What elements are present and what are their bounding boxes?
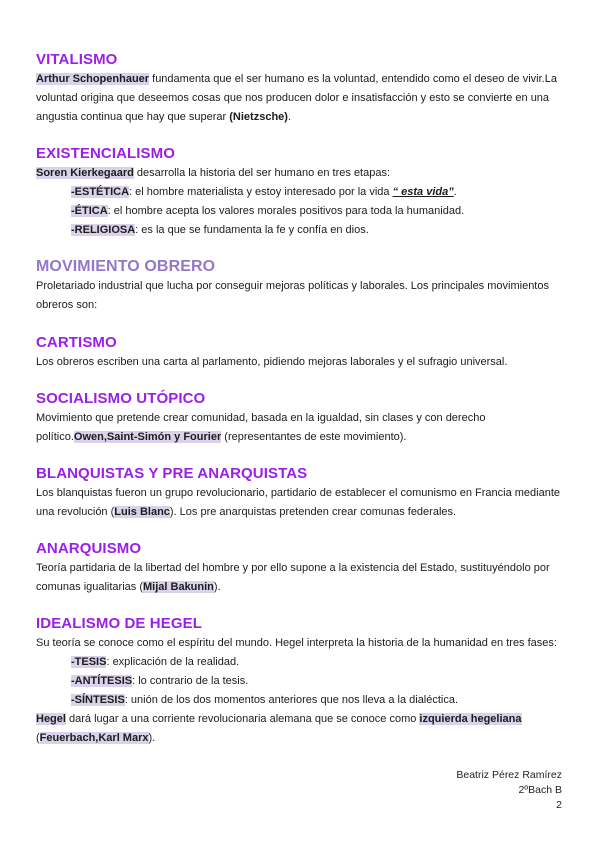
paragraph-text: ). — [213, 581, 221, 593]
list-item — [36, 653, 566, 672]
list-item — [36, 672, 566, 691]
class-label: 2ºBach B — [518, 784, 562, 796]
section-socialismo — [36, 389, 566, 447]
item-text: : el hombre acepta los valores morales positivos para toda la humanidad. — [107, 205, 465, 217]
paragraph-text: Los blanquistas fueron un grupo revolucionario, partidario de establecer el comunismo en Francia mediante una revolución ( — [36, 487, 561, 518]
section-anarquismo — [36, 539, 566, 597]
paragraph-text: fundamenta que el ser humano es la voluntad, entendido como el deseo de vivir.La voluntad origina que deseemos cosas que nos producen dolor e insatisfacción y esto se convierte en una angustia continua que hay que superar — [36, 73, 557, 123]
item-text: . — [453, 186, 457, 198]
section-paragraph: Los obreros escriben una carta al parlamento, pidiendo mejoras laborales y el sufragio universal. — [36, 356, 508, 368]
section-cartismo — [36, 333, 566, 372]
highlight-names: Mijal Bakunin — [143, 581, 214, 593]
paragraph-text: ). Los pre anarquistas pretenden crear comunas federales. — [169, 506, 457, 518]
highlight-names: Luis Blanc — [114, 506, 170, 518]
item-text: : unión de los dos momentos anteriores que nos lleva a la dialéctica. — [124, 694, 459, 706]
section-paragraph — [36, 70, 566, 127]
highlight-author: Arthur Schopenhauer — [36, 73, 150, 85]
paragraph-text: Movimiento que pretende crear comunidad, basada en la igualdad, sin clases y con derecho político. — [36, 412, 486, 443]
item-text: : es la que se fundamenta la fe y confía en dios. — [135, 224, 369, 236]
section-vitalismo — [36, 50, 566, 127]
section-title: CARTISMO — [36, 334, 117, 351]
page-footer — [456, 768, 562, 813]
author-name: Beatriz Pérez Ramírez — [456, 769, 562, 781]
section-existencialismo — [36, 144, 566, 240]
item-label: -ESTÉTICA — [71, 186, 130, 198]
section-title: IDEALISMO DE HEGEL — [36, 615, 202, 632]
list-item — [36, 202, 566, 221]
paragraph-text: (representantes de este movimiento). — [221, 431, 407, 443]
highlight-author: Soren Kierkegaard — [36, 167, 134, 179]
reference: (Nietzsche) — [229, 111, 288, 123]
list-item — [36, 691, 566, 710]
item-label: -ANTÍTESIS — [71, 675, 133, 687]
section-paragraph — [36, 710, 566, 748]
paragraph-text: desarrolla la historia del ser humano en tres etapas: — [133, 167, 391, 179]
item-label: -SÍNTESIS — [71, 694, 125, 706]
paragraph-text: ). — [148, 732, 156, 744]
section-paragraph: Proletariado industrial que lucha por conseguir mejoras políticas y laborales. Los principales movimientos obreros son: — [36, 280, 549, 311]
highlight-names: Feuerbach,Karl Marx — [39, 732, 149, 744]
item-label: -ÉTICA — [71, 205, 108, 217]
section-title: VITALISMO — [36, 51, 118, 68]
list-item — [36, 183, 566, 202]
paragraph-text: . — [287, 111, 292, 123]
item-text: : lo contrario de la tesis. — [132, 675, 249, 687]
highlight-author: Hegel — [36, 713, 66, 725]
section-title: EXISTENCIALISMO — [36, 145, 176, 162]
item-emphasis: “ esta vida” — [392, 186, 454, 198]
document-page — [36, 50, 566, 748]
section-paragraph — [36, 409, 566, 447]
section-paragraph — [36, 484, 566, 522]
section-title: BLANQUISTAS Y PRE ANARQUISTAS — [36, 465, 308, 482]
section-paragraph — [36, 559, 566, 597]
paragraph-text: ( — [36, 732, 40, 744]
paragraph-text: dará lugar a una corriente revolucionaria alemana que se conoce como — [65, 713, 420, 725]
section-paragraph — [36, 164, 566, 183]
section-movimiento-obrero — [36, 257, 566, 315]
highlight-term: izquierda hegeliana — [419, 713, 522, 725]
item-text: : explicación de la realidad. — [106, 656, 240, 668]
item-label: -TESIS — [71, 656, 107, 668]
paragraph-text: Teoría partidaria de la libertad del hombre y por ello supone a la existencia del Estado, sustituyéndolo por comunas igualitarias ( — [36, 562, 550, 593]
section-paragraph: Su teoría se conoce como el espíritu del mundo. Hegel interpreta la historia de la humanidad en tres fases: — [36, 637, 557, 649]
section-title: MOVIMIENTO OBRERO — [36, 258, 216, 275]
section-title: ANARQUISMO — [36, 540, 142, 557]
highlight-names: Owen,Saint-Simón y Fourier — [73, 431, 222, 443]
section-title: SOCIALISMO UTÓPICO — [36, 390, 206, 407]
item-text: : el hombre materialista y estoy interesado por la vida — [129, 186, 393, 198]
section-idealismo — [36, 614, 566, 748]
page-number: 2 — [556, 799, 562, 811]
item-label: -RELIGIOSA — [71, 224, 136, 236]
section-blanquistas — [36, 464, 566, 522]
list-item — [36, 221, 566, 240]
